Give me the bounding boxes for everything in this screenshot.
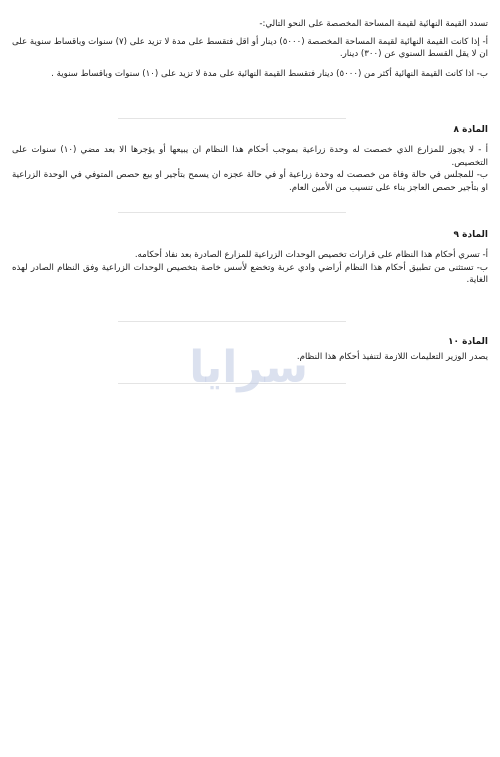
article-8-item-a: أ - لا يجوز للمزارع الذي خصصت له وحدة زراعية بموجب أحكام هذا النظام ان يبيعها أو يؤجرها الا بعد مضي (١٠) سنوات على التخصيص.	[12, 145, 488, 168]
article-9-title: المادة ٩	[453, 230, 488, 240]
article-10-body	[12, 351, 488, 364]
article-9-body	[12, 249, 488, 287]
article-10-text: يصدر الوزير التعليمات اللازمة لتنفيذ أحكام هذا النظام.	[296, 352, 488, 362]
intro-item-a: أ- إذا كانت القيمة النهائية لقيمة المساحة المخصصة (٥٠٠٠) دينار أو اقل فتقسط على مدة لا تزيد على (٧) سنوات وباقساط سنوية على ان لا يقل القسط السنوي عن (٣٠٠) دينار.	[12, 36, 488, 59]
intro-section	[12, 18, 488, 80]
article-10-title: المادة ١٠	[448, 337, 488, 347]
article-9-item-a: أ- تسري أحكام هذا النظام على قرارات تخصيص الوحدات الزراعية للمزارع الصادرة بعد نفاذ أحكامه.	[134, 250, 488, 260]
section-divider	[118, 212, 346, 213]
article-8-body	[12, 144, 488, 194]
section-divider	[118, 383, 346, 384]
watermark-text: سرايا	[189, 342, 308, 393]
intro-lead: تسدد القيمة النهائية لقيمة المساحة المخصصة على النحو التالي:-	[259, 19, 488, 29]
section-divider	[118, 321, 346, 322]
article-9-item-b: ب- تستثنى من تطبيق أحكام هذا النظام أراضي وادي عربة وتخضع لأسس خاصة بتخصيص الوحدات الزراعية وفق النظام الصادر لهذه الغاية.	[12, 262, 488, 285]
intro-item-b: ب- اذا كانت القيمة النهائية أكثر من (٥٠٠٠) دينار فتقسط القيمة النهائية على مدة لا تزيد على (١٠) سنوات وباقساط سنوية .	[51, 68, 488, 79]
article-8-item-b: ب- للمجلس في حالة وفاة من خصصت له وحدة زراعية أو في حالة عجزه ان يسمح بتأجير او بيع حصص المتوفي في الوحدة الزراعية او بتأجير حصص العاجز بناء على تنسيب من الأمين العام.	[12, 170, 488, 193]
article-8-title: المادة ٨	[453, 125, 488, 135]
section-divider	[118, 118, 346, 119]
